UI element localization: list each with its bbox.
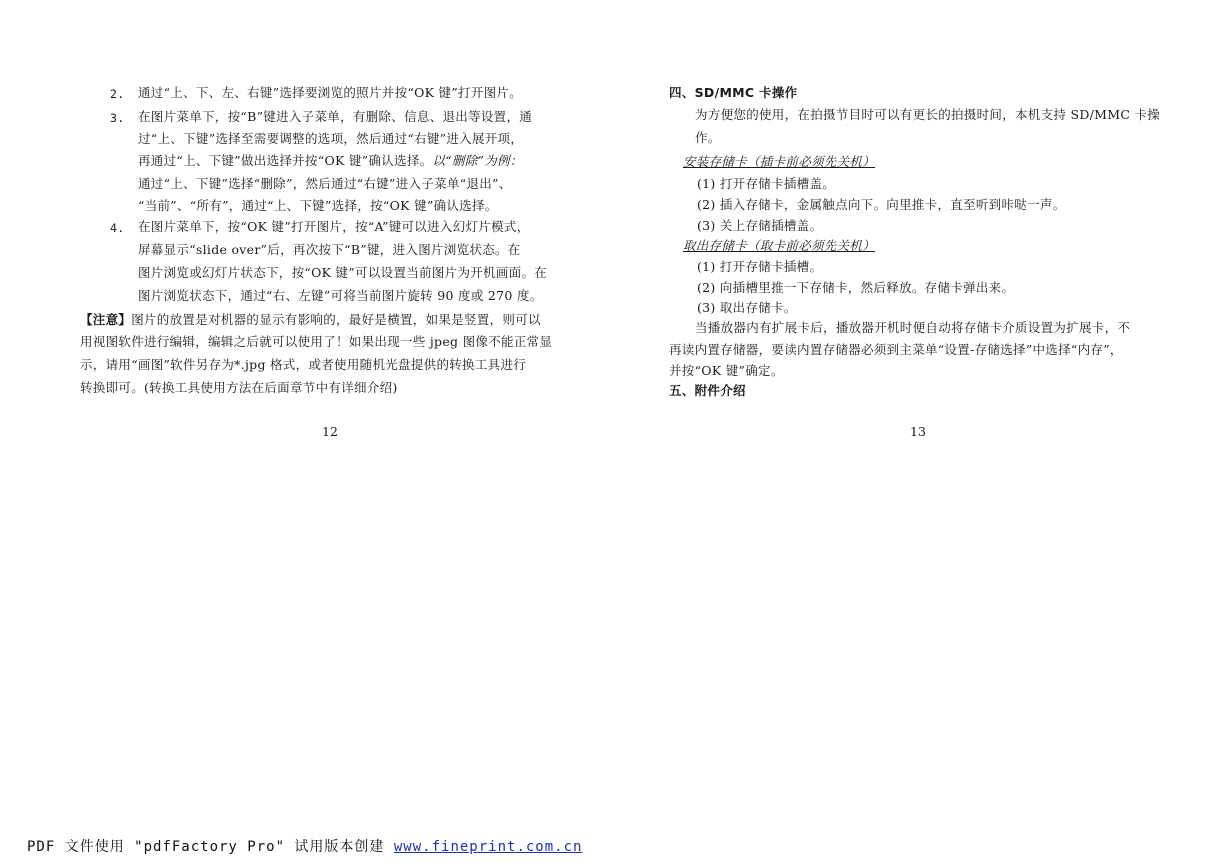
- expansion-paragraph-line-2: 再读内置存储器，要读内置存储器必须到主菜单“设置-存储选择”中选择“内存”，: [669, 342, 1123, 357]
- note-text: 图片的放置是对机器的显示有影响的，最好是横置，如果是竖置，则可以: [131, 312, 541, 327]
- install-card-heading: 安装存储卡（插卡前必须先关机）: [683, 154, 876, 169]
- intro-line-1: 为方便您的使用，在拍摄节目时可以有更长的拍摄时间，本机支持 SD/MMC 卡操: [695, 107, 1161, 122]
- item-3-line-4: 通过“上、下键”选择“删除”，然后通过“右键”进入子菜单“退出”、: [138, 176, 512, 191]
- item-number: 4.: [110, 221, 125, 235]
- expansion-paragraph-line-3: 并按“OK 键”确定。: [669, 363, 784, 378]
- item-3-line-1: 在图片菜单下，按“B”键进入子菜单，有删除、信息、退出等设置，通: [138, 109, 533, 124]
- item-number: 3.: [110, 111, 125, 125]
- install-step-1: (1) 打开存储卡插槽盖。: [697, 176, 836, 191]
- item-3-line-2: 过“上、下键”选择至需要调整的选项，然后通过“右键”进入展开项，: [138, 131, 524, 146]
- item-4-line-2: 屏幕显示“slide over”后，再次按下“B”键，进入图片浏览状态。在: [138, 242, 521, 257]
- note-label: 【注意】: [80, 312, 132, 327]
- remove-step-2: (2) 向插槽里推一下存储卡，然后释放。存储卡弹出来。: [697, 280, 1015, 295]
- note-line-1: [80, 312, 541, 328]
- item-2-line-1: 通过“上、下、左、右键”选择要浏览的照片并按“OK 键”打开图片。: [138, 85, 523, 100]
- install-step-3: (3) 关上存储插槽盖。: [697, 218, 823, 233]
- note-line-2: 用视图软件进行编辑，编辑之后就可以使用了！如果出现一些 jpeg 图像不能正常显: [80, 334, 553, 349]
- page-number: 12: [322, 424, 338, 439]
- footer-text: PDF 文件使用 "pdfFactory Pro" 试用版本创建: [27, 839, 385, 855]
- section-5-title: 五、附件介绍: [669, 383, 746, 398]
- item-number: 2.: [110, 87, 125, 101]
- page-number: 13: [910, 424, 926, 439]
- pdf-footer: [27, 836, 582, 856]
- remove-step-1: (1) 打开存储卡插槽。: [697, 259, 823, 274]
- note-line-4: 转换即可。(转换工具使用方法在后面章节中有详细介绍): [80, 380, 398, 395]
- intro-line-2: 作。: [695, 130, 721, 145]
- item-4-line-1: 在图片菜单下，按“OK 键”打开图片，按“A”键可以进入幻灯片模式，: [138, 219, 530, 234]
- note-line-3: 示，请用“画图”软件另存为*.jpg 格式，或者使用随机光盘提供的转换工具进行: [80, 357, 527, 372]
- item-3-line-3-text: 再通过“上、下键”做出选择并按“OK 键”确认选择。: [138, 153, 433, 168]
- item-4-line-3: 图片浏览或幻灯片状态下，按“OK 键”可以设置当前图片为开机画面。在: [138, 265, 548, 280]
- remove-card-heading: 取出存储卡（取卡前必须先关机）: [683, 238, 876, 253]
- expansion-paragraph-line-1: 当播放器内有扩展卡后，播放器开机时便自动将存储卡介质设置为扩展卡，不: [695, 320, 1131, 335]
- footer-link[interactable]: www.fineprint.com.cn: [393, 839, 583, 855]
- item-4-line-4: 图片浏览状态下，通过“右、左键”可将当前图片旋转 90 度或 270 度。: [138, 288, 543, 303]
- section-4-title: 四、SD/MMC 卡操作: [669, 85, 798, 100]
- item-3-example-italic: 以“删除”为例：: [432, 153, 523, 168]
- item-3-line-5: “当前”、“所有”，通过“上、下键”选择，按“OK 键”确认选择。: [138, 198, 498, 213]
- install-step-2: (2) 插入存储卡，金属触点向下。向里推卡，直至听到咔哒一声。: [697, 197, 1066, 212]
- item-3-line-3: [138, 153, 523, 169]
- remove-step-3: (3) 取出存储卡。: [697, 300, 797, 315]
